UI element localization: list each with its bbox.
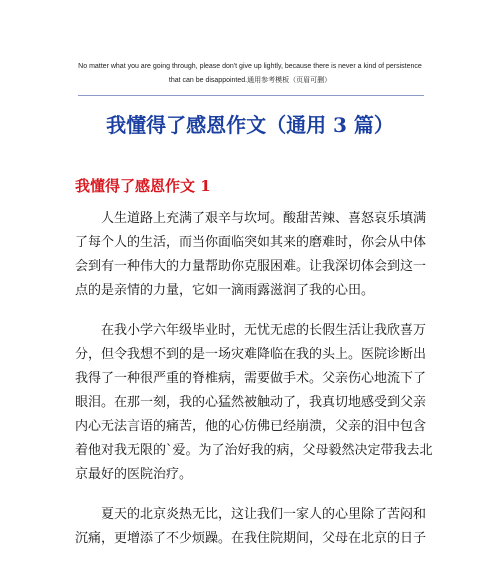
header-note-line-2: that can be disappointed.通用参考模板（页眉可删） [168,77,332,84]
text-line: 点的是亲情的力量，它如一滴雨露滋润了我的心田。 [75,283,375,298]
page-header-note [60,60,440,88]
text-line: 在我小学六年级毕业时，无忧无虑的长假生活让我欣喜万 [75,323,427,338]
text-line: 我得了一种很严重的脊椎病，需要做手术。父亲伤心地流下了 [75,371,427,386]
document-title: 我懂得了感恩作文（通用 3 篇） [106,113,394,137]
text-line: 着他对我无限的`爱。为了治好我的病，父母毅然决定带我去北 [75,443,433,458]
text-line: 京最好的医院治疗。 [75,467,193,482]
header-note-line-1: No matter what you are going through, please don't give up lightly, because there is never a kind of persistence [78,63,422,70]
paragraph-1 [75,207,425,303]
paragraph-3 [75,503,425,551]
text-line: 分，但令我想不到的是一场灾难降临在我的头上。医院诊断出 [75,347,427,362]
text-line: 人生道路上充满了艰辛与坎坷。酸甜苦辣、喜怒哀乐填满 [75,211,427,226]
text-line: 内心无法言语的痛苦，他的心仿佛已经崩溃，父亲的泪中包含 [75,419,427,434]
text-line: 了每个人的生活，而当你面临突如其来的磨难时，你会从中体 [75,235,427,250]
text-line: 眼泪。在那一刻，我的心猛然被触动了，我真切地感受到父亲 [75,395,427,410]
text-line: 沉痛，更增添了不少烦躁。在我住院期间，父母在北京的日子 [75,531,427,546]
section-heading: 我懂得了感恩作文 1 [75,177,211,195]
text-line: 夏天的北京炎热无比，这让我们一家人的心里除了苦闷和 [75,507,427,522]
text-line: 会到有一种伟大的力量帮助你克服困难。让我深切体会到这一 [75,259,427,274]
paragraph-2 [75,319,433,487]
body-text [75,207,433,566]
header-divider [78,95,424,96]
